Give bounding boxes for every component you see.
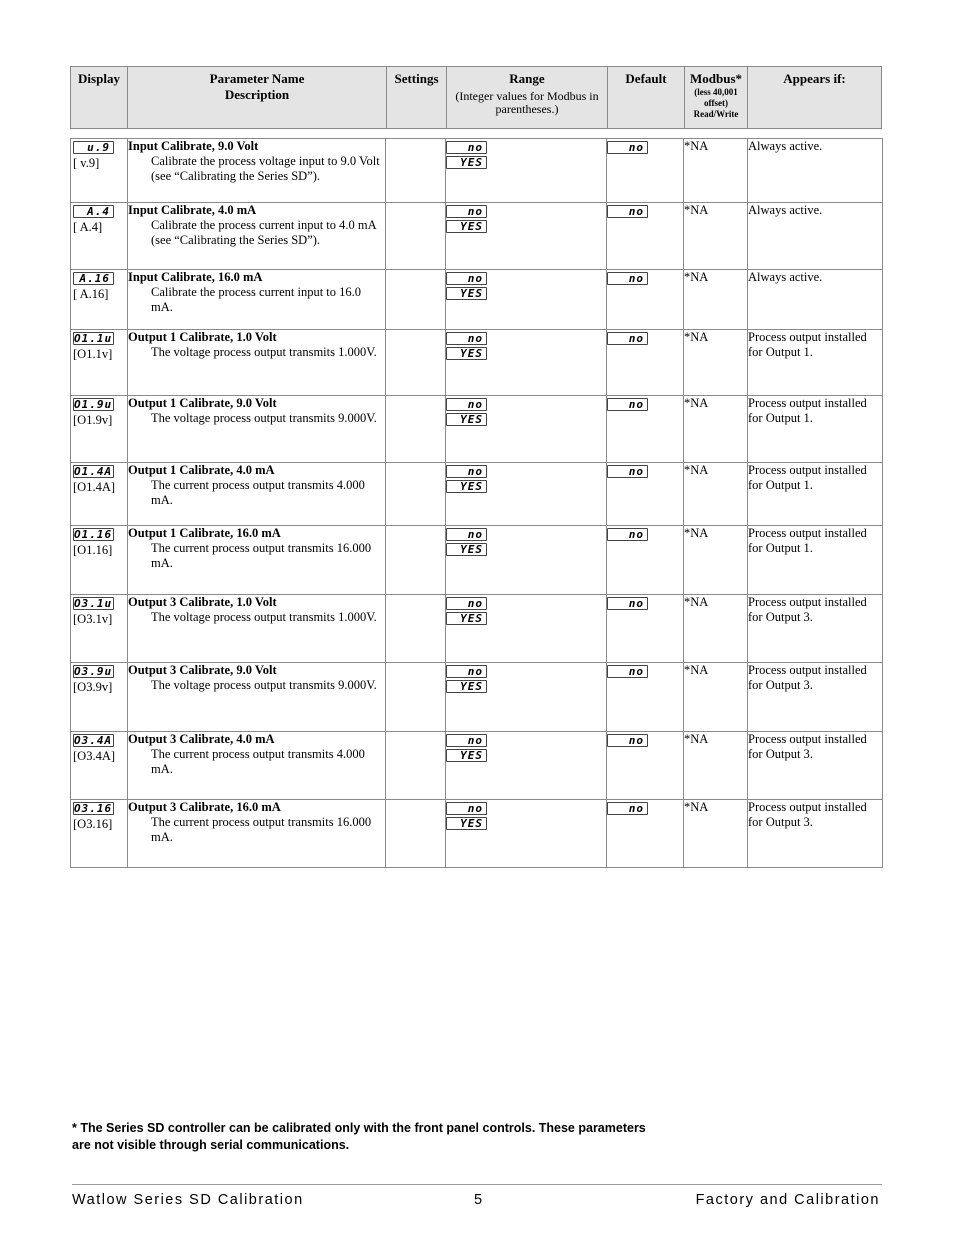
- lcd-display: O3.16: [74, 802, 113, 815]
- parameter-name: Output 3 Calibrate, 1.0 Volt: [128, 595, 277, 609]
- range-option-no: no: [446, 665, 487, 678]
- table-row: [71, 270, 882, 330]
- header-default: Default: [608, 67, 685, 128]
- modbus-value: *NA: [684, 139, 709, 153]
- default-cell: [607, 139, 683, 154]
- description-cell: [128, 732, 383, 777]
- default-value: no: [607, 665, 648, 678]
- parameter-code: [O1.9v]: [73, 413, 113, 427]
- modbus-value: *NA: [684, 595, 709, 609]
- modbus-value: *NA: [684, 270, 709, 284]
- header-settings: Settings: [387, 67, 447, 128]
- appears-if-value: Process output installed for Output 3.: [748, 663, 867, 692]
- appears-if-value: Process output installed for Output 3.: [748, 800, 867, 829]
- parameter-code: [O3.4A]: [73, 749, 116, 763]
- description-cell: [128, 396, 383, 426]
- modbus-value: *NA: [684, 463, 709, 477]
- range-option-no: no: [446, 141, 487, 154]
- appears-if-value: Always active.: [748, 203, 823, 217]
- default-cell: [607, 663, 683, 678]
- range-option-yes: YES: [446, 543, 487, 556]
- range-cell: [446, 800, 606, 830]
- appears-if-value: Process output installed for Output 1.: [748, 463, 867, 492]
- parameter-code: [O1.4A]: [73, 480, 116, 494]
- table-row: [71, 595, 882, 663]
- appears-if-value: Process output installed for Output 3.: [748, 595, 867, 624]
- range-cell: [446, 732, 606, 762]
- parameter-name: Output 1 Calibrate, 1.0 Volt: [128, 330, 277, 344]
- footnote: * The Series SD controller can be calibrated only with the front panel controls. These parameters are not visible through serial communications.: [72, 1121, 646, 1152]
- display-cell: [73, 526, 125, 558]
- default-value: no: [607, 528, 648, 541]
- lcd-display: O1.16: [74, 528, 113, 541]
- range-option-yes: YES: [446, 220, 487, 233]
- description-cell: [128, 270, 383, 315]
- parameter-description: The voltage process output transmits 1.000V.: [151, 610, 377, 624]
- range-option-no: no: [446, 205, 487, 218]
- footer-rule: [72, 1184, 882, 1185]
- parameter-name: Output 1 Calibrate, 9.0 Volt: [128, 396, 277, 410]
- default-cell: [607, 396, 683, 411]
- header-range: Range (Integer values for Modbus in parentheses.): [447, 67, 608, 128]
- parameter-name: Output 1 Calibrate, 16.0 mA: [128, 526, 281, 540]
- display-cell: [73, 732, 125, 764]
- default-cell: [607, 270, 683, 285]
- header-parameter: Parameter Name Description: [128, 67, 387, 128]
- modbus-value: *NA: [684, 526, 709, 540]
- range-option-yes: YES: [446, 749, 487, 762]
- description-cell: [128, 526, 383, 571]
- footer-right: Factory and Calibration: [695, 1192, 880, 1208]
- display-cell: [73, 463, 125, 495]
- table-row: [71, 732, 882, 800]
- default-cell: [607, 463, 683, 478]
- default-value: no: [607, 332, 648, 345]
- range-option-yes: YES: [446, 287, 487, 300]
- table-row: [71, 663, 882, 732]
- range-option-yes: YES: [446, 156, 487, 169]
- table-row: [71, 463, 882, 526]
- parameter-code: [ A.16]: [73, 287, 109, 301]
- display-cell: [73, 800, 125, 832]
- lcd-display: O1.1u: [74, 332, 113, 345]
- default-cell: [607, 203, 683, 218]
- range-option-yes: YES: [446, 413, 487, 426]
- range-cell: [446, 463, 606, 493]
- parameter-name: Input Calibrate, 16.0 mA: [128, 270, 263, 284]
- modbus-value: *NA: [684, 800, 709, 814]
- default-cell: [607, 732, 683, 747]
- lcd-display: O1.4A: [74, 465, 113, 478]
- range-cell: [446, 396, 606, 426]
- parameter-name: Input Calibrate, 4.0 mA: [128, 203, 257, 217]
- default-cell: [607, 800, 683, 815]
- modbus-value: *NA: [684, 203, 709, 217]
- display-cell: [73, 139, 125, 171]
- parameter-name: Output 3 Calibrate, 16.0 mA: [128, 800, 281, 814]
- appears-if-value: Always active.: [748, 270, 823, 284]
- range-option-no: no: [446, 465, 487, 478]
- modbus-value: *NA: [684, 330, 709, 344]
- display-cell: [73, 396, 125, 428]
- display-cell: [73, 595, 125, 627]
- parameter-description: The voltage process output transmits 9.000V.: [151, 678, 377, 692]
- range-option-yes: YES: [446, 817, 487, 830]
- appears-if-value: Process output installed for Output 3.: [748, 732, 867, 761]
- parameter-description: The current process output transmits 4.000 mA.: [151, 747, 365, 776]
- appears-if-value: Process output installed for Output 1.: [748, 330, 867, 359]
- parameter-code: [O3.9v]: [73, 680, 113, 694]
- table-row: [71, 330, 882, 396]
- parameter-code: [ A.4]: [73, 220, 103, 234]
- range-option-no: no: [446, 332, 487, 345]
- parameter-name: Input Calibrate, 9.0 Volt: [128, 139, 259, 153]
- table-row: [71, 139, 882, 203]
- range-option-no: no: [446, 528, 487, 541]
- parameter-name: Output 1 Calibrate, 4.0 mA: [128, 463, 275, 477]
- parameter-name: Output 3 Calibrate, 9.0 Volt: [128, 663, 277, 677]
- header-display: Display: [71, 67, 128, 128]
- range-cell: [446, 526, 606, 556]
- range-cell: [446, 270, 606, 300]
- lcd-display: O1.9u: [74, 398, 113, 411]
- description-cell: [128, 663, 383, 693]
- default-cell: [607, 595, 683, 610]
- parameter-description: Calibrate the process current input to 4.0 mA (see “Calibrating the Series SD”).: [151, 218, 376, 247]
- range-option-yes: YES: [446, 347, 487, 360]
- table-row: [71, 396, 882, 463]
- header-appears-if: Appears if:: [783, 71, 846, 86]
- default-value: no: [607, 802, 648, 815]
- parameter-name: Output 3 Calibrate, 4.0 mA: [128, 732, 275, 746]
- range-option-no: no: [446, 272, 487, 285]
- appears-if-value: Process output installed for Output 1.: [748, 526, 867, 555]
- lcd-display: O3.4A: [74, 734, 113, 747]
- description-cell: [128, 139, 383, 184]
- display-cell: [73, 330, 125, 362]
- appears-if-value: Always active.: [748, 139, 823, 153]
- default-value: no: [607, 141, 648, 154]
- lcd-display: O3.9u: [74, 665, 113, 678]
- table-header: [70, 66, 882, 129]
- parameter-description: Calibrate the process current input to 16.0 mA.: [151, 285, 362, 314]
- table-row: [71, 800, 882, 868]
- description-cell: [128, 800, 383, 845]
- default-cell: [607, 330, 683, 345]
- default-value: no: [607, 734, 648, 747]
- display-cell: [73, 663, 125, 695]
- range-option-yes: YES: [446, 480, 487, 493]
- parameter-description: The current process output transmits 16.000 mA.: [151, 815, 372, 844]
- range-cell: [446, 595, 606, 625]
- description-cell: [128, 595, 383, 625]
- display-cell: [73, 270, 125, 302]
- range-option-no: no: [446, 734, 487, 747]
- parameter-code: [O1.16]: [73, 543, 113, 557]
- modbus-value: *NA: [684, 396, 709, 410]
- parameter-description: The voltage process output transmits 1.000V.: [151, 345, 377, 359]
- description-cell: [128, 203, 383, 248]
- parameter-description: The current process output transmits 16.000 mA.: [151, 541, 372, 570]
- range-cell: [446, 139, 606, 169]
- default-value: no: [607, 465, 648, 478]
- modbus-value: *NA: [684, 732, 709, 746]
- parameter-code: [O1.1v]: [73, 347, 113, 361]
- range-option-yes: YES: [446, 680, 487, 693]
- lcd-display: O3.1u: [74, 597, 113, 610]
- range-cell: [446, 330, 606, 360]
- footer-page-number: 5: [474, 1192, 484, 1208]
- footer-left: Watlow Series SD Calibration: [72, 1192, 304, 1208]
- description-cell: [128, 330, 383, 360]
- description-cell: [128, 463, 383, 508]
- lcd-display: A.4: [73, 205, 114, 218]
- default-value: no: [607, 597, 648, 610]
- range-cell: [446, 663, 606, 693]
- parameter-description: The voltage process output transmits 9.000V.: [151, 411, 377, 425]
- default-cell: [607, 526, 683, 541]
- range-option-yes: YES: [446, 612, 487, 625]
- parameter-table: [70, 138, 883, 868]
- range-option-no: no: [446, 802, 487, 815]
- parameter-description: The current process output transmits 4.000 mA.: [151, 478, 365, 507]
- default-value: no: [607, 205, 648, 218]
- range-option-no: no: [446, 597, 487, 610]
- parameter-description: Calibrate the process voltage input to 9.0 Volt (see “Calibrating the Series SD”).: [151, 154, 380, 183]
- table-row: [71, 526, 882, 595]
- table-row: [71, 203, 882, 270]
- parameter-code: [O3.1v]: [73, 612, 113, 626]
- parameter-code: [ v.9]: [73, 156, 100, 170]
- modbus-value: *NA: [684, 663, 709, 677]
- parameter-code: [O3.16]: [73, 817, 113, 831]
- range-cell: [446, 203, 606, 233]
- default-value: no: [607, 398, 648, 411]
- header-modbus: Modbus* (less 40,001 offset) Read/Write: [685, 67, 748, 128]
- display-cell: [73, 203, 125, 235]
- default-value: no: [607, 272, 648, 285]
- lcd-display: u.9: [73, 141, 114, 154]
- range-option-no: no: [446, 398, 487, 411]
- appears-if-value: Process output installed for Output 1.: [748, 396, 867, 425]
- lcd-display: A.16: [73, 272, 114, 285]
